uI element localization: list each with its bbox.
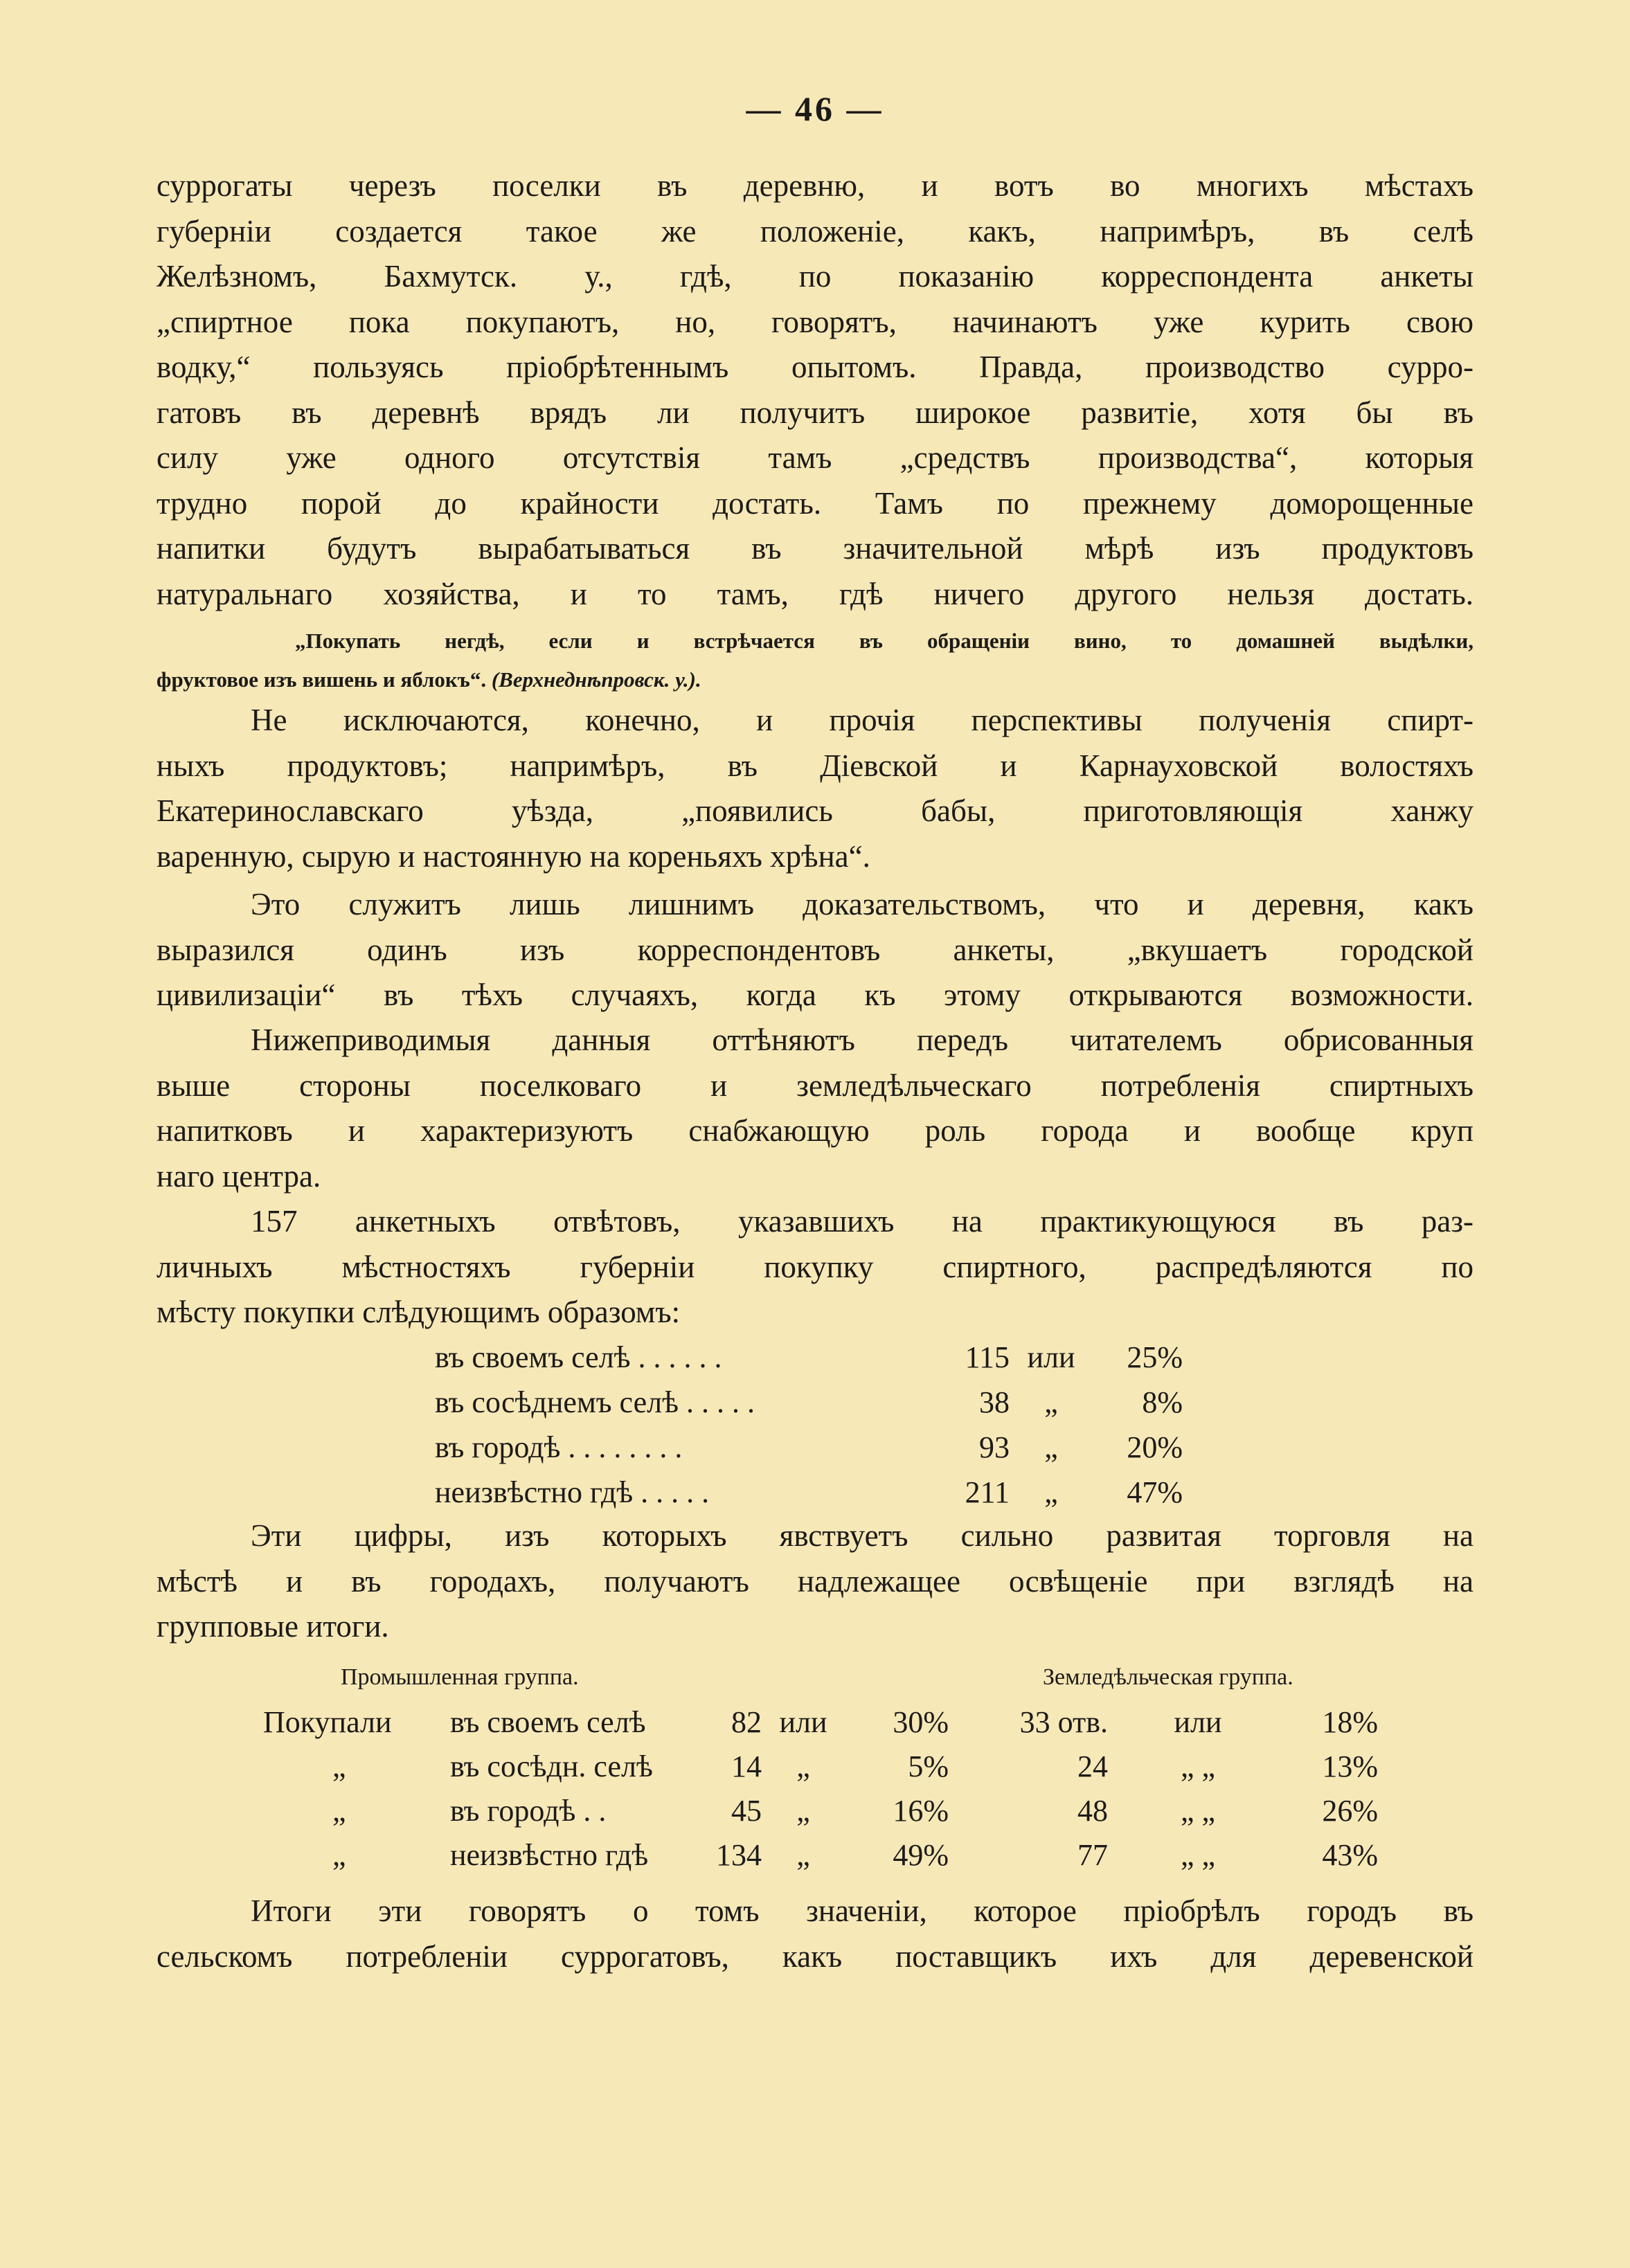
list-percent: 47% bbox=[1127, 1475, 1183, 1509]
agricultural-connector: „ „ bbox=[1180, 1794, 1216, 1828]
industrial-connector: „ bbox=[796, 1838, 810, 1872]
text-line: выразился одинъ изъ корреспондентовъ анкеты, „вкушаетъ городской bbox=[156, 932, 1474, 967]
industrial-count: 45 bbox=[731, 1794, 762, 1828]
industrial-connector: или bbox=[779, 1705, 827, 1739]
text-line: натуральнаго хозяйства, и то тамъ, гдѣ ничего другого нельзя достать. bbox=[156, 576, 1474, 611]
text-line: Это служитъ лишь лишнимъ доказательствомъ, что и деревня, какъ bbox=[251, 887, 1474, 921]
footnote-text: фруктовое изъ вишень и яблокъ“. bbox=[156, 667, 487, 692]
row-label: „ bbox=[332, 1749, 346, 1783]
agricultural-percent: 13% bbox=[1322, 1749, 1378, 1783]
text-line: ныхъ продуктовъ; напримѣръ, въ Діевской и Карнауховской волостяхъ bbox=[156, 748, 1474, 783]
group-table bbox=[263, 1700, 1440, 1878]
list-count: 211 bbox=[965, 1475, 1010, 1509]
list-count: 93 bbox=[979, 1430, 1010, 1464]
row-place: въ сосѣдн. селѣ bbox=[450, 1749, 653, 1783]
industrial-count: 14 bbox=[731, 1749, 762, 1783]
text-line: водку,“ пользуясь пріобрѣтеннымъ опытомъ. Правда, производство сурро- bbox=[156, 350, 1474, 384]
industrial-connector: „ bbox=[796, 1794, 810, 1828]
paragraph-3 bbox=[156, 882, 1474, 1018]
text-line: трудно порой до крайности достать. Тамъ по прежнему доморощенные bbox=[156, 485, 1474, 521]
row-label: „ bbox=[332, 1838, 346, 1872]
industrial-percent: 49% bbox=[893, 1838, 949, 1872]
industrial-group-header: Промышленная группа. bbox=[341, 1664, 579, 1690]
footnote bbox=[156, 622, 1474, 699]
industrial-count: 134 bbox=[716, 1838, 762, 1872]
agricultural-count: 33 отв. bbox=[1019, 1705, 1108, 1739]
footnote-line: „Покупать негдѣ, если и встрѣчается въ обращеніи вино, то домашней выдѣлки, bbox=[295, 629, 1474, 653]
text-line: „спиртное пока покупаютъ, но, говорятъ, начинаютъ уже курить свою bbox=[156, 304, 1474, 339]
text-line: личныхъ мѣстностяхъ губерніи покупку спиртного, распредѣляются по bbox=[156, 1249, 1474, 1284]
text-line: мѣсту покупки слѣдующимъ образомъ: bbox=[156, 1295, 681, 1329]
list-percent: 20% bbox=[1127, 1430, 1183, 1464]
text-line: Не исключаются, конечно, и прочія перспективы полученія спирт- bbox=[251, 703, 1474, 737]
text-line: выше стороны поселковаго и земледѣльческаго потребленія спиртныхъ bbox=[156, 1068, 1474, 1103]
row-place: въ своемъ селѣ bbox=[450, 1705, 646, 1739]
table-row bbox=[263, 1833, 1440, 1878]
list-item bbox=[435, 1380, 1197, 1425]
paragraph-6 bbox=[156, 1513, 1474, 1650]
agricultural-connector: „ „ bbox=[1180, 1749, 1216, 1783]
row-place: неизвѣстно гдѣ bbox=[450, 1838, 649, 1872]
paragraph-7 bbox=[156, 1889, 1474, 1979]
text-line: варенную, сырую и настоянную на кореньяхъ хрѣна“. bbox=[156, 838, 870, 874]
text-line: сельскомъ потребленіи суррогатовъ, какъ поставщикъ ихъ для деревенской bbox=[156, 1938, 1474, 1974]
text-line: Екатеринославскаго уѣзда, „появились бабы, приготовляющія ханжу bbox=[156, 793, 1474, 828]
list-item bbox=[435, 1425, 1197, 1470]
list-percent: 8% bbox=[1142, 1385, 1183, 1419]
footnote-line bbox=[156, 660, 1474, 699]
page-number: — 46 — bbox=[746, 89, 884, 128]
list-place: въ своемъ селѣ . . . . . . bbox=[435, 1340, 722, 1374]
industrial-percent: 16% bbox=[893, 1794, 949, 1828]
list-place: въ сосѣднемъ селѣ . . . . . bbox=[435, 1385, 755, 1419]
row-label: Покупали bbox=[263, 1705, 392, 1739]
list-item bbox=[435, 1335, 1197, 1380]
table-row bbox=[263, 1789, 1440, 1833]
list-percent: 25% bbox=[1127, 1340, 1183, 1374]
agricultural-percent: 26% bbox=[1322, 1794, 1378, 1828]
text-line: гатовъ въ деревнѣ врядъ ли получитъ широкое развитіе, хотя бы въ bbox=[156, 395, 1474, 430]
list-connector: „ bbox=[1044, 1430, 1058, 1464]
list-place: въ городѣ . . . . . . . . bbox=[435, 1430, 683, 1464]
purchase-place-list bbox=[435, 1335, 1197, 1515]
group-headers bbox=[156, 1664, 1474, 1699]
list-connector: или bbox=[1027, 1340, 1075, 1374]
row-place: въ городѣ . . bbox=[450, 1794, 607, 1828]
agricultural-group-header: Земледѣльческая группа. bbox=[1043, 1664, 1293, 1690]
paragraph-4 bbox=[156, 1018, 1474, 1199]
agricultural-count: 77 bbox=[1077, 1838, 1108, 1872]
text-line: 157 анкетныхъ отвѣтовъ, указавшихъ на практикующуюся въ раз- bbox=[251, 1204, 1474, 1239]
table-row bbox=[263, 1745, 1440, 1789]
list-count: 38 bbox=[979, 1385, 1010, 1419]
industrial-connector: „ bbox=[796, 1749, 810, 1783]
text-line: силу уже одного отсутствія тамъ „средствъ производства“, которыя bbox=[156, 440, 1474, 475]
text-line: напитковъ и характеризуютъ снабжающую роль города и вообще круп bbox=[156, 1113, 1474, 1148]
industrial-percent: 30% bbox=[893, 1705, 949, 1739]
text-line: групповые итоги. bbox=[156, 1609, 389, 1644]
agricultural-count: 24 bbox=[1077, 1749, 1108, 1783]
industrial-percent: 5% bbox=[908, 1749, 949, 1783]
list-place: неизвѣстно гдѣ . . . . . bbox=[435, 1475, 710, 1509]
text-line: Эти цифры, изъ которыхъ явствуетъ сильно развитая торговля на bbox=[251, 1518, 1474, 1553]
agricultural-connector: или bbox=[1174, 1705, 1222, 1739]
row-label: „ bbox=[332, 1794, 346, 1828]
text-line: суррогаты черезъ поселки въ деревню, и вотъ во многихъ мѣстахъ bbox=[156, 168, 1474, 203]
list-item bbox=[435, 1470, 1197, 1515]
industrial-count: 82 bbox=[731, 1705, 762, 1739]
list-connector: „ bbox=[1044, 1475, 1058, 1509]
text-line: губерніи создается такое же положеніе, какъ, напримѣръ, въ селѣ bbox=[156, 213, 1474, 249]
text-line: мѣстѣ и въ городахъ, получаютъ надлежащее освѣщеніе при взглядѣ на bbox=[156, 1563, 1474, 1599]
list-connector: „ bbox=[1044, 1385, 1058, 1419]
agricultural-count: 48 bbox=[1077, 1794, 1108, 1828]
text-line: Итоги эти говорятъ о томъ значеніи, которое пріобрѣлъ городъ въ bbox=[251, 1893, 1474, 1928]
text-line: напитки будутъ вырабатываться въ значительной мѣрѣ изъ продуктовъ bbox=[156, 531, 1474, 566]
text-line: цивилизаціи“ въ тѣхъ случаяхъ, когда къ этому открываются возможности. bbox=[156, 978, 1474, 1012]
text-line: наго центра. bbox=[156, 1158, 321, 1194]
table-row bbox=[263, 1700, 1440, 1745]
paragraph-1 bbox=[156, 163, 1474, 617]
paragraph-5 bbox=[156, 1199, 1474, 1335]
text-line: Нижеприводимыя данныя оттѣняютъ передъ читателемъ обрисованныя bbox=[251, 1023, 1474, 1057]
paragraph-2 bbox=[156, 698, 1474, 879]
text-line: Желѣзномъ, Бахмутск. у., гдѣ, по показанію корреспондента анкеты bbox=[156, 259, 1474, 294]
list-count: 115 bbox=[965, 1340, 1010, 1374]
agricultural-percent: 43% bbox=[1322, 1838, 1378, 1872]
footnote-source: (Верхнеднѣпровск. у.). bbox=[491, 667, 701, 692]
agricultural-connector: „ „ bbox=[1180, 1838, 1216, 1872]
agricultural-percent: 18% bbox=[1322, 1705, 1378, 1739]
